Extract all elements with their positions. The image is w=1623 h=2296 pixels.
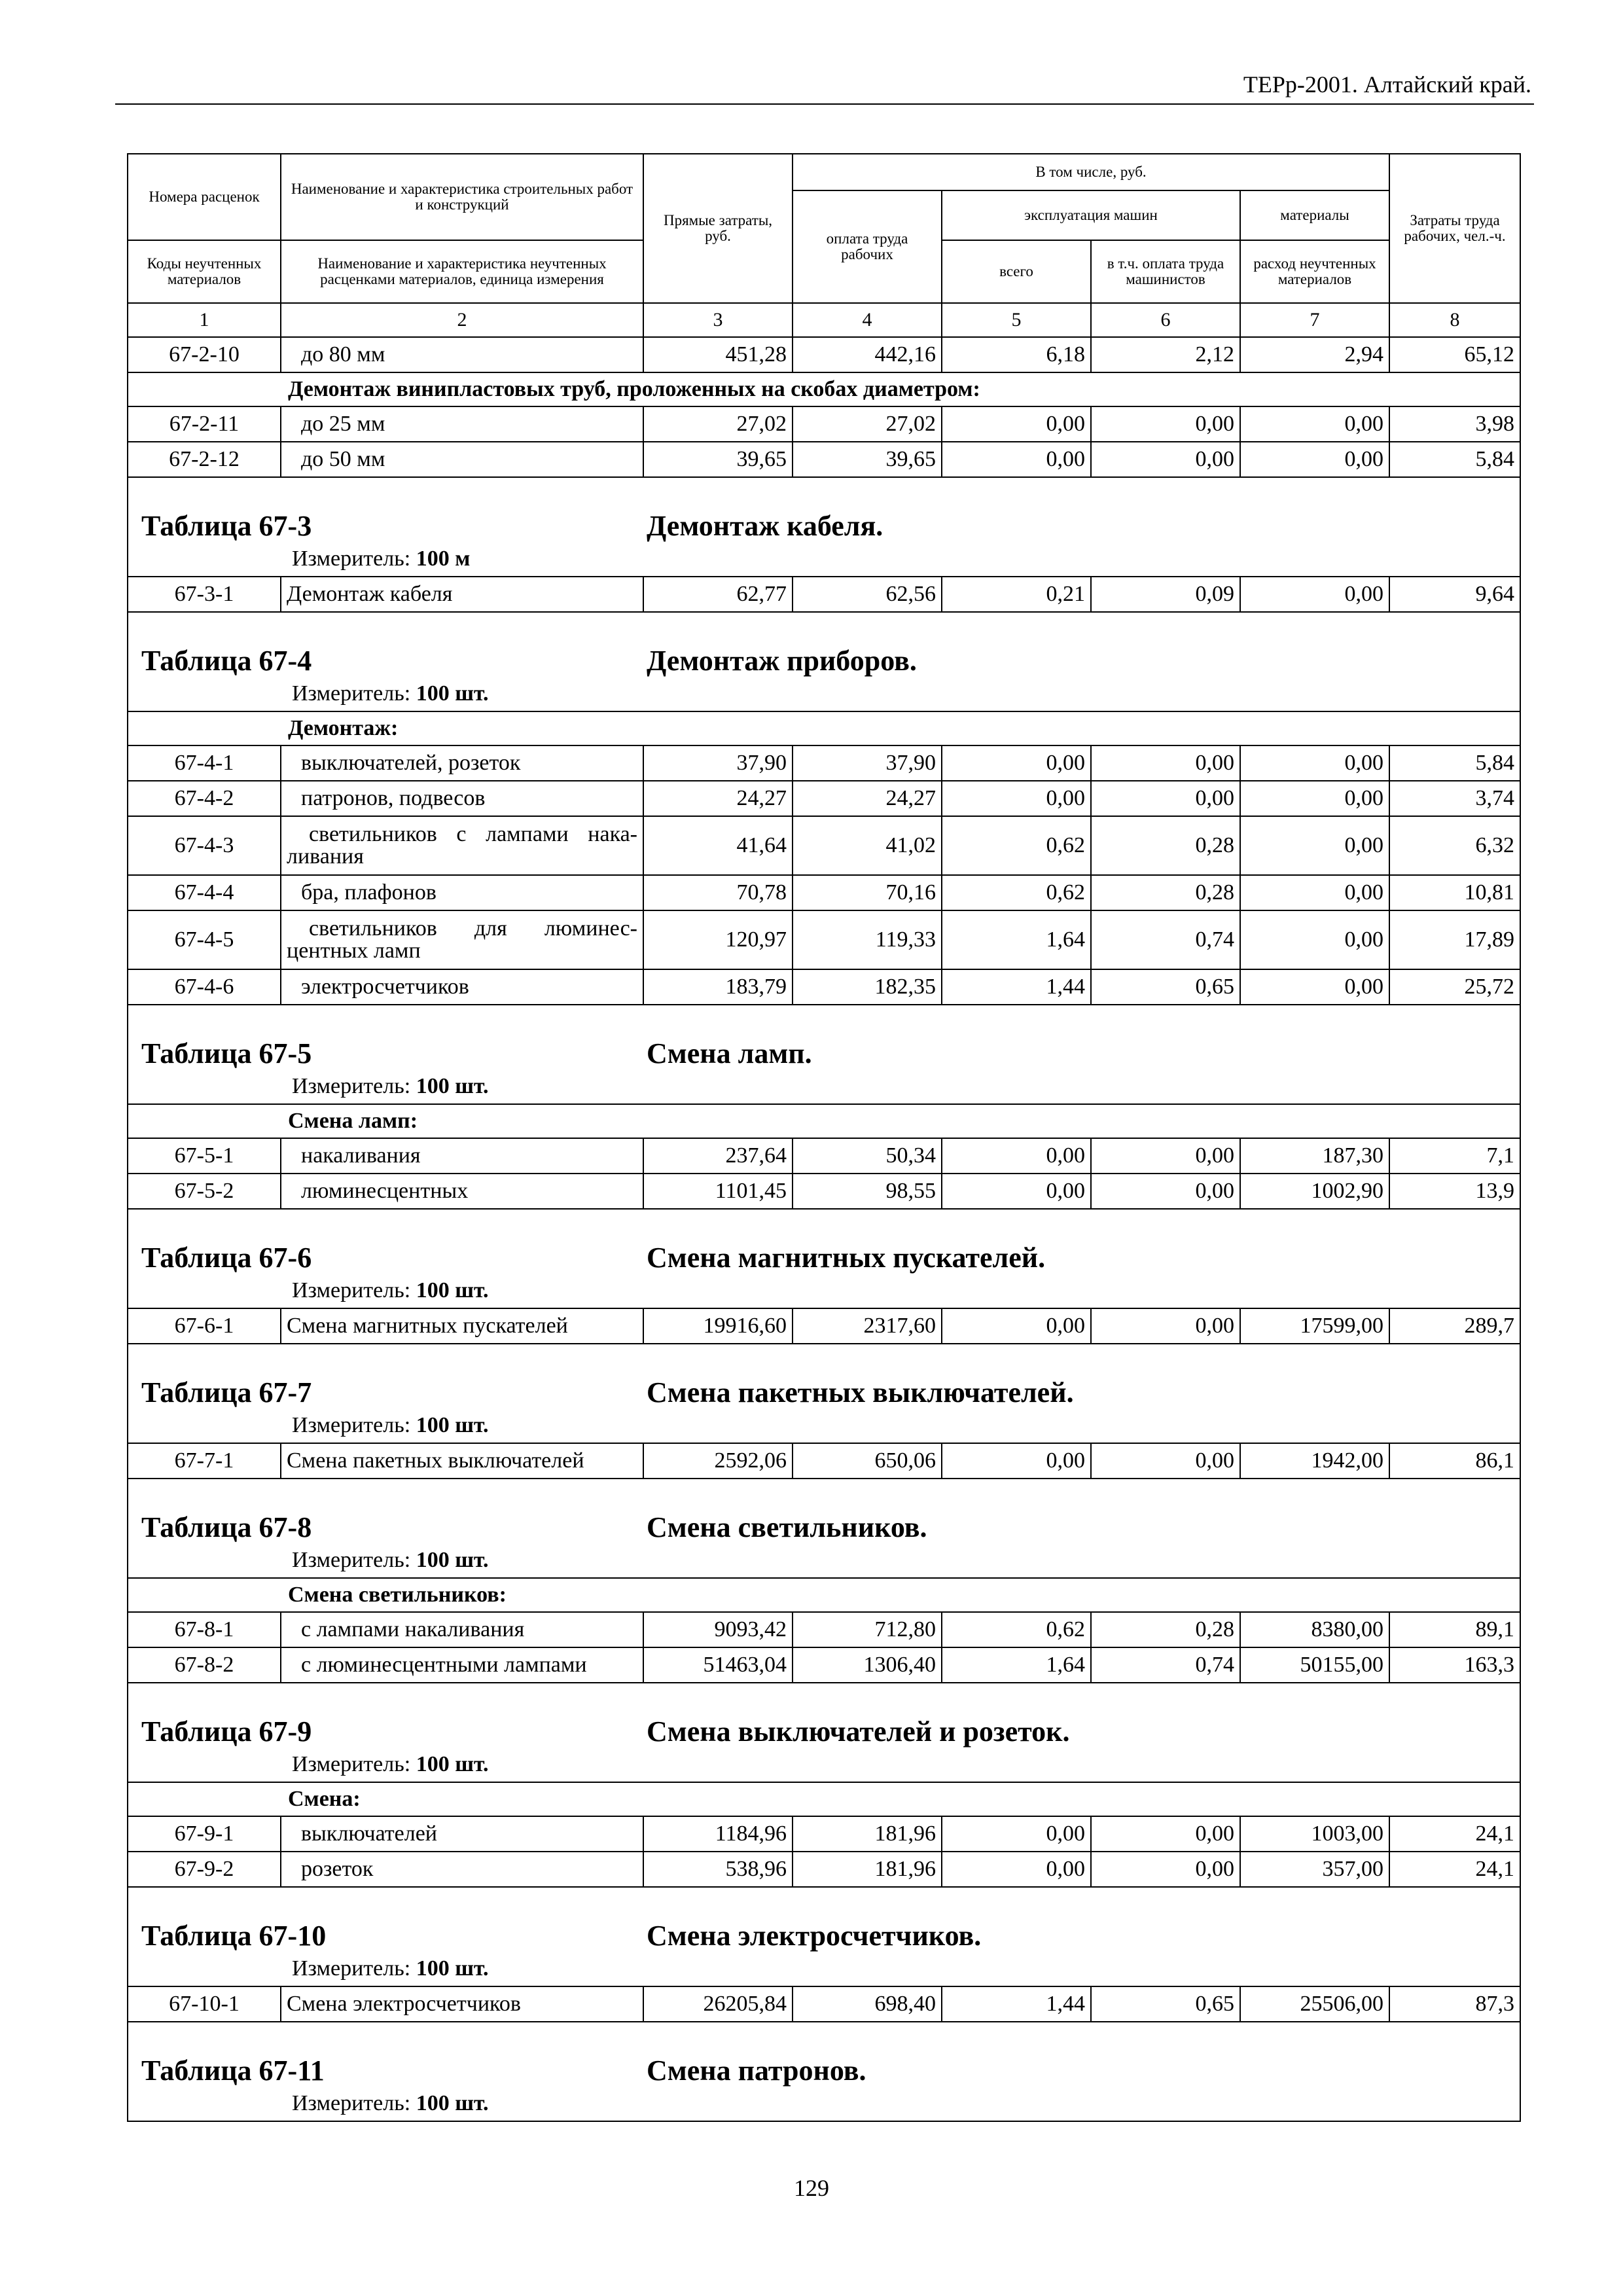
measure-label: Измеритель: [292,1278,411,1302]
materials-cost: 0,00 [1240,969,1389,1005]
labor-cost: 27,02 [793,406,942,442]
labor-hours: 3,98 [1389,406,1520,442]
rate-code: 67-4-6 [128,969,281,1005]
table-row [128,910,1520,969]
labor-hours: 7,1 [1389,1138,1520,1174]
col8-header: Затраты труда рабочих, чел.-ч. [1389,154,1520,303]
rate-name: розеток [301,1857,374,1881]
rate-code: 67-2-10 [128,337,281,372]
table-67-10-header [128,1887,1520,1986]
direct-cost: 237,64 [643,1138,793,1174]
table-title: Смена выключателей и розеток. [647,1715,1070,1748]
table-title: Смена магнитных пускателей. [647,1242,1046,1274]
labor-hours: 89,1 [1389,1612,1520,1647]
rate-name: Смена электросчетчиков [281,1986,643,2022]
rate-code: 67-4-2 [128,781,281,816]
labor-cost: 698,40 [793,1986,942,2022]
labor-cost: 24,27 [793,781,942,816]
materials-cost: 0,00 [1240,816,1389,875]
table-row [128,781,1520,816]
operator-cost: 0,09 [1091,577,1240,612]
column-number: 7 [1240,303,1389,337]
labor-hours: 25,72 [1389,969,1520,1005]
table-title: Смена электросчетчиков. [647,1920,982,1952]
table-title: Смена светильников. [647,1511,927,1543]
machine-cost: 0,00 [942,1852,1091,1887]
mach-labor-header: в т.ч. оплата труда машинистов [1091,240,1240,303]
rates-table [127,153,1521,2122]
machine-cost: 0,62 [942,1612,1091,1647]
operator-cost: 0,00 [1091,1443,1240,1479]
rate-name-line2: центных ламп [287,939,421,963]
header-rule [115,103,1534,105]
mat-unaccounted-header: расход неучтенных материалов [1240,240,1389,303]
table-row [128,1174,1520,1209]
operator-cost: 0,00 [1091,781,1240,816]
table-number: Таблица 67-4 [141,645,312,677]
table-number: Таблица 67-8 [141,1511,312,1543]
operator-cost: 0,00 [1091,1138,1240,1174]
rate-code: 67-4-1 [128,745,281,781]
rate-code: 67-10-1 [128,1986,281,2022]
measure-unit: 100 м [416,547,471,571]
operator-cost: 0,28 [1091,1612,1240,1647]
rate-code: 67-4-3 [128,816,281,875]
machine-cost: 1,44 [942,1986,1091,2022]
table-number: Таблица 67-7 [141,1376,312,1408]
table-row [128,875,1520,910]
measure-label: Измеритель: [292,1548,411,1572]
rate-name: выключателей [301,1821,438,1846]
section-heading: Демонтаж винипластовых труб, проложенных на скобах диаметром: [128,372,1520,406]
measure-label: Измеритель: [292,1956,411,1981]
table-row [128,1308,1520,1344]
rate-name: с лампами накаливания [301,1617,525,1641]
machines-header: эксплуатация машин [942,190,1240,240]
materials-cost: 2,94 [1240,337,1389,372]
table-row [128,1138,1520,1174]
rate-name: накаливания [301,1143,421,1168]
running-header: ТЕРр-2001. Алтайский край. [1243,71,1531,98]
labor-cost: 62,56 [793,577,942,612]
column-number: 3 [643,303,793,337]
labor-hours: 17,89 [1389,910,1520,969]
labor-hours: 10,81 [1389,875,1520,910]
table-row [128,337,1520,372]
rate-code: 67-7-1 [128,1443,281,1479]
column-number: 5 [942,303,1091,337]
table-number: Таблица 67-9 [141,1715,312,1748]
operator-cost: 0,65 [1091,1986,1240,2022]
direct-cost: 183,79 [643,969,793,1005]
materials-cost: 1942,00 [1240,1443,1389,1479]
direct-cost: 19916,60 [643,1308,793,1344]
direct-cost: 62,77 [643,577,793,612]
operator-cost: 0,65 [1091,969,1240,1005]
direct-cost: 41,64 [643,816,793,875]
rate-code: 67-2-12 [128,442,281,477]
rate-name: Смена пакетных выключателей [281,1443,643,1479]
labor-cost: 712,80 [793,1612,942,1647]
machine-cost: 0,00 [942,1138,1091,1174]
labor-hours: 13,9 [1389,1174,1520,1209]
materials-cost: 1003,00 [1240,1816,1389,1852]
materials-cost: 0,00 [1240,745,1389,781]
column-numbers-row [128,303,1520,337]
direct-cost: 51463,04 [643,1647,793,1683]
measure-label: Измеритель: [292,1074,411,1098]
mach-total-header: всего [942,240,1091,303]
rate-name: люминесцентных [301,1179,469,1203]
labor-hours: 3,74 [1389,781,1520,816]
table-67-5-header [128,1005,1520,1104]
direct-cost: 9093,42 [643,1612,793,1647]
operator-cost: 0,00 [1091,1852,1240,1887]
rate-code: 67-4-4 [128,875,281,910]
labor-hours: 86,1 [1389,1443,1520,1479]
direct-cost: 24,27 [643,781,793,816]
machine-cost: 0,62 [942,816,1091,875]
measure-label: Измеритель: [292,2091,411,2115]
direct-cost: 26205,84 [643,1986,793,2022]
table-title: Демонтаж приборов. [647,645,917,677]
rate-code: 67-5-1 [128,1138,281,1174]
direct-cost: 37,90 [643,745,793,781]
table-row [128,577,1520,612]
rate-name: Смена магнитных пускателей [281,1308,643,1344]
table-67-11-header [128,2022,1520,2121]
materials-cost: 17599,00 [1240,1308,1389,1344]
measure-unit: 100 шт. [416,1956,489,1981]
direct-cost: 1184,96 [643,1816,793,1852]
operator-cost: 0,00 [1091,406,1240,442]
materials-cost: 0,00 [1240,875,1389,910]
machine-cost: 0,00 [942,442,1091,477]
labor-cost: 181,96 [793,1852,942,1887]
operator-cost: 0,00 [1091,745,1240,781]
labor-cost: 39,65 [793,442,942,477]
machine-cost: 0,00 [942,1174,1091,1209]
machine-cost: 0,00 [942,1443,1091,1479]
direct-cost: 39,65 [643,442,793,477]
column-number: 8 [1389,303,1520,337]
materials-cost: 8380,00 [1240,1612,1389,1647]
labor-hours: 163,3 [1389,1647,1520,1683]
measure-unit: 100 шт. [416,1548,489,1572]
materials-cost: 0,00 [1240,577,1389,612]
machine-cost: 1,44 [942,969,1091,1005]
section-heading: Смена: [128,1782,1520,1816]
rate-name: патронов, подвесов [301,786,486,810]
measure-label: Измеритель: [292,681,411,706]
machine-cost: 0,00 [942,406,1091,442]
machine-cost: 6,18 [942,337,1091,372]
operator-cost: 0,00 [1091,1816,1240,1852]
table-number: Таблица 67-11 [141,2054,325,2087]
labor-cost: 119,33 [793,910,942,969]
labor-hours: 5,84 [1389,442,1520,477]
table-row [128,442,1520,477]
table-row [128,745,1520,781]
section-heading: Демонтаж: [128,711,1520,745]
direct-cost: 27,02 [643,406,793,442]
operator-cost: 0,00 [1091,442,1240,477]
table-row [128,1986,1520,2022]
materials-cost: 0,00 [1240,406,1389,442]
machine-cost: 1,64 [942,910,1091,969]
labor-hours: 6,32 [1389,816,1520,875]
table-row [128,1852,1520,1887]
materials-cost: 0,00 [1240,442,1389,477]
measure-unit: 100 шт. [416,1752,489,1776]
measure-label: Измеритель: [292,1752,411,1776]
section-heading: Смена светильников: [128,1578,1520,1612]
rate-code: 67-5-2 [128,1174,281,1209]
rate-name: выключателей, розеток [301,751,521,775]
col3-header: Прямые затраты, руб. [643,154,793,303]
materials-cost: 25506,00 [1240,1986,1389,2022]
section-heading: Смена ламп: [128,1104,1520,1138]
rate-name: бра, плафонов [301,880,437,905]
labor-cost: 41,02 [793,816,942,875]
machine-cost: 0,62 [942,875,1091,910]
rate-name: Демонтаж кабеля [281,577,643,612]
table-67-3-header [128,477,1520,577]
rate-name: до 80 мм [301,342,385,367]
measure-label: Измеритель: [292,1413,411,1437]
direct-cost: 451,28 [643,337,793,372]
rates-table-container [127,153,1520,2122]
materials-cost: 50155,00 [1240,1647,1389,1683]
direct-cost: 1101,45 [643,1174,793,1209]
rate-code: 67-2-11 [128,406,281,442]
direct-cost: 2592,06 [643,1443,793,1479]
table-row [128,406,1520,442]
table-row [128,1647,1520,1683]
labor-cost: 650,06 [793,1443,942,1479]
materials-cost: 357,00 [1240,1852,1389,1887]
measure-unit: 100 шт. [416,1074,489,1098]
table-67-9-header [128,1683,1520,1782]
labor-hours: 24,1 [1389,1852,1520,1887]
rate-code: 67-8-1 [128,1612,281,1647]
table-row [128,969,1520,1005]
table-number: Таблица 67-10 [141,1920,327,1952]
table-title: Смена ламп. [647,1037,812,1069]
machine-cost: 0,00 [942,1816,1091,1852]
labor-hours: 87,3 [1389,1986,1520,2022]
machine-cost: 0,21 [942,577,1091,612]
rate-name-line2: ливания [287,844,364,869]
incl-header: В том числе, руб. [793,154,1389,190]
labor-cost: 50,34 [793,1138,942,1174]
labor-cost: 181,96 [793,1816,942,1852]
labor-header: оплата труда рабочих [793,190,942,303]
table-67-7-header [128,1344,1520,1443]
table-row [128,1612,1520,1647]
rate-code: 67-8-2 [128,1647,281,1683]
labor-cost: 37,90 [793,745,942,781]
rate-code: 67-3-1 [128,577,281,612]
labor-cost: 442,16 [793,337,942,372]
direct-cost: 70,78 [643,875,793,910]
column-number: 6 [1091,303,1240,337]
rate-name: до 25 мм [301,412,385,436]
col1-header-bottom: Коды неучтенных материалов [128,240,281,303]
materials-cost: 187,30 [1240,1138,1389,1174]
table-number: Таблица 67-3 [141,510,312,542]
table-title: Смена пакетных выключателей. [647,1376,1074,1408]
labor-cost: 2317,60 [793,1308,942,1344]
table-title: Смена патронов. [647,2054,866,2087]
machine-cost: 1,64 [942,1647,1091,1683]
table-67-6-header [128,1209,1520,1308]
labor-hours: 5,84 [1389,745,1520,781]
rate-name: электросчетчиков [301,975,469,999]
rate-code: 67-4-5 [128,910,281,969]
page-number: 129 [794,2175,829,2201]
direct-cost: 538,96 [643,1852,793,1887]
table-row [128,1816,1520,1852]
materials-header: материалы [1240,190,1389,240]
col1-header-top: Номера расценок [128,154,281,240]
table-row [128,1443,1520,1479]
operator-cost: 0,00 [1091,1174,1240,1209]
materials-cost: 0,00 [1240,910,1389,969]
rate-name-line1: светильников для люминес- [309,916,637,941]
column-number: 4 [793,303,942,337]
operator-cost: 0,74 [1091,1647,1240,1683]
rate-name: с люминесцентными лампами [301,1653,587,1677]
operator-cost: 0,00 [1091,1308,1240,1344]
column-number: 2 [281,303,643,337]
labor-cost: 1306,40 [793,1647,942,1683]
labor-hours: 9,64 [1389,577,1520,612]
machine-cost: 0,00 [942,781,1091,816]
rate-name: до 50 мм [301,447,385,471]
operator-cost: 0,74 [1091,910,1240,969]
labor-hours: 289,7 [1389,1308,1520,1344]
rate-code: 67-9-1 [128,1816,281,1852]
labor-hours: 65,12 [1389,337,1520,372]
operator-cost: 0,28 [1091,875,1240,910]
table-row [128,816,1520,875]
materials-cost: 0,00 [1240,781,1389,816]
measure-unit: 100 шт. [416,681,489,706]
machine-cost: 0,00 [942,1308,1091,1344]
labor-cost: 182,35 [793,969,942,1005]
col2-header-top: Наименование и характеристика строительных работ и конструкций [281,154,643,240]
direct-cost: 120,97 [643,910,793,969]
materials-cost: 1002,90 [1240,1174,1389,1209]
table-67-8-header [128,1479,1520,1578]
table-67-4-header [128,612,1520,711]
table-title: Демонтаж кабеля. [647,510,883,542]
rate-code: 67-9-2 [128,1852,281,1887]
rate-code: 67-6-1 [128,1308,281,1344]
operator-cost: 0,28 [1091,816,1240,875]
table-number: Таблица 67-5 [141,1037,312,1069]
measure-unit: 100 шт. [416,1413,489,1437]
column-number: 1 [128,303,281,337]
measure-label: Измеритель: [292,547,411,571]
table-number: Таблица 67-6 [141,1242,312,1274]
operator-cost: 2,12 [1091,337,1240,372]
measure-unit: 100 шт. [416,2091,489,2115]
col2-header-bottom: Наименование и характеристика неучтенных расценками материалов, единица измерения [281,240,643,303]
labor-cost: 98,55 [793,1174,942,1209]
measure-unit: 100 шт. [416,1278,489,1302]
machine-cost: 0,00 [942,745,1091,781]
labor-cost: 70,16 [793,875,942,910]
rate-name-line1: светильников с лампами нака- [309,822,637,846]
labor-hours: 24,1 [1389,1816,1520,1852]
